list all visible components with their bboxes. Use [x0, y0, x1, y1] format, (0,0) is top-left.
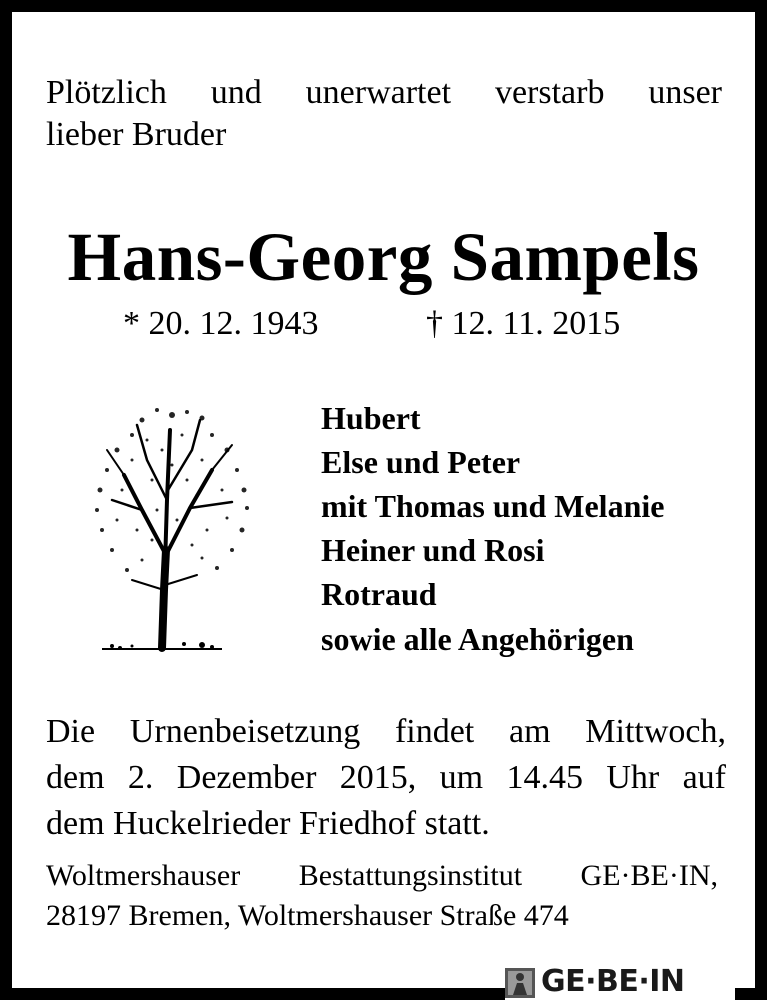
figure-icon — [505, 968, 535, 998]
deceased-name: Hans-Georg Sampels — [67, 219, 700, 295]
family-line: Heiner und Rosi — [321, 532, 545, 568]
family-line: sowie alle Angehörigen — [321, 621, 634, 657]
logo — [505, 960, 735, 1000]
logo-text: GE·BE·IN — [541, 964, 685, 999]
birth-date: * 20. 12. 1943 — [123, 305, 319, 342]
family-line: Hubert — [321, 400, 421, 436]
funeral-home-line: 28197 Bremen, Woltmershauser Straße 474 — [46, 899, 569, 932]
family-line: mit Thomas und Melanie — [321, 488, 665, 524]
notice-line: dem 2. Dezember 2015, um 14.45 Uhr auf — [46, 759, 726, 796]
family-line: Rotraud — [321, 576, 437, 612]
death-date: † 12. 11. 2015 — [426, 305, 621, 342]
notice-line: Die Urnenbeisetzung findet am Mittwoch, — [46, 713, 726, 750]
obituary-card — [12, 12, 755, 988]
family-line: Else und Peter — [321, 444, 521, 480]
tree-icon — [72, 390, 272, 660]
intro-line-1: Plötzlich und unerwartet verstarb unser — [46, 74, 722, 111]
intro-line-2: lieber Bruder — [46, 116, 227, 153]
funeral-home-line: Woltmershauser Bestattungsinstitut GE·BE·IN, — [46, 859, 718, 892]
notice-line: dem Huckelrieder Friedhof statt. — [46, 805, 490, 842]
